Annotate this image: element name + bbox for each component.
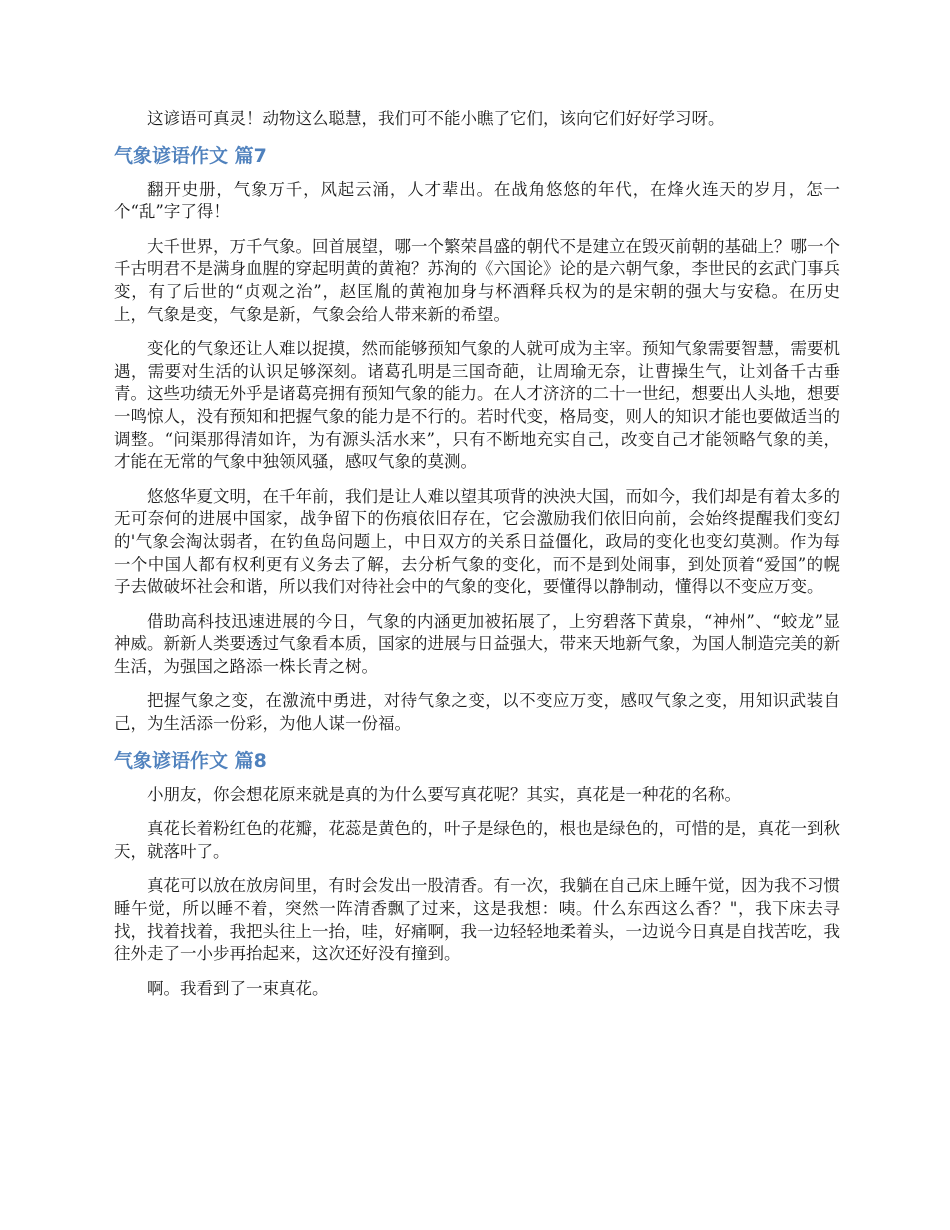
paragraph: 变化的气象还让人难以捉摸，然而能够预知气象的人就可成为主宰。预知气象需要智慧，需要机遇，需要对生活的认识足够深刻。诸葛孔明是三国奇葩，让周瑜无奈，让曹操生气，让刘备千古垂青。这些功绩无外乎是诸葛亮拥有预知气象的能力。在人才济济的二十一世纪，想要出人头地，想要一鸣惊人，没有预知和把握气象的能力是不行的。若时代变，格局变，则人的知识才能也要做适当的调整。“问渠那得清如许，为有源头活水来”，只有不断地充实自己，改变自己才能领略气象的美，才能在无常的气象中独领风骚，感叹气象的莫测。 bbox=[114, 339, 840, 472]
paragraph: 把握气象之变，在激流中勇进，对待气象之变，以不变应万变，感叹气象之变，用知识武装自己，为生活添一份彩，为他人谋一份福。 bbox=[114, 691, 840, 734]
paragraph: 啊。我看到了一束真花。 bbox=[147, 978, 329, 998]
section-heading: 气象谚语作文 篇7 bbox=[114, 144, 267, 167]
paragraph: 小朋友，你会想花原来就是真的为什么要写真花呢？其实，真花是一种花的名称。 bbox=[147, 784, 741, 804]
paragraph: 悠悠华夏文明，在千年前，我们是让人难以望其项背的泱泱大国，而如今，我们却是有着太多的无可奈何的进展中国家，战争留下的伤痕依旧存在，它会激励我们依旧向前，会始终提醒我们变幻的'气象会淘汰弱者，在钓鱼岛问题上，中日双方的关系日益僵化，政局的变化也变幻莫测。作为每一个中国人都有权利更有义务去了解，去分析气象的变化，而不是到处闹事，到处顶着“爱国”的幌子去做破坏社会和谐，所以我们对待社会中的气象的变化，要懂得以静制动，懂得以不变应万变。 bbox=[114, 486, 840, 597]
section-heading: 气象谚语作文 篇8 bbox=[114, 749, 267, 772]
paragraph: 真花可以放在放房间里，有时会发出一股清香。有一次，我躺在自己床上睡午觉，因为我不习惯睡午觉，所以睡不着，突然一阵清香飘了过来，这是我想：咦。什么东西这么香？"，我下床去寻找，找着找着，我把头往上一抬，哇，好痛啊，我一边轻轻地柔着头，一边说今日真是自找苦吃，我往外走了一小步再抬起来，这次还好没有撞到。 bbox=[114, 876, 840, 964]
document-body bbox=[114, 108, 840, 1012]
paragraph: 真花长着粉红色的花瓣，花蕊是黄色的，叶子是绿色的，根也是绿色的，可惜的是，真花一到秋天，就落叶了。 bbox=[114, 819, 840, 861]
paragraph: 翻开史册，气象万千，风起云涌，人才辈出。在战角悠悠的年代，在烽火连天的岁月，怎一个“乱”字了得！ bbox=[114, 179, 840, 222]
paragraph: 这谚语可真灵！动物这么聪慧，我们可不能小瞧了它们，该向它们好好学习呀。 bbox=[147, 109, 725, 128]
paragraph: 借助高科技迅速进展的今日，气象的内涵更加被拓展了，上穷碧落下黄泉，“神州”、“蛟龙”显神威。新新人类要透过气象看本质，国家的进展与日益强大，带来天地新气象，为国人制造完美的新生活，为强国之路添一株长青之树。 bbox=[114, 611, 840, 676]
paragraph: 大千世界，万千气象。回首展望，哪一个繁荣昌盛的朝代不是建立在毁灭前朝的基础上？哪一个千古明君不是满身血腥的穿起明黄的黄袍？苏洵的《六国论》论的是六朝气象，李世民的玄武门事兵变，有了后世的“贞观之治”，赵匡胤的黄袍加身与杯酒释兵权为的是宋朝的强大与安稳。在历史上，气象是变，气象是新，气象会给人带来新的希望。 bbox=[114, 236, 840, 324]
